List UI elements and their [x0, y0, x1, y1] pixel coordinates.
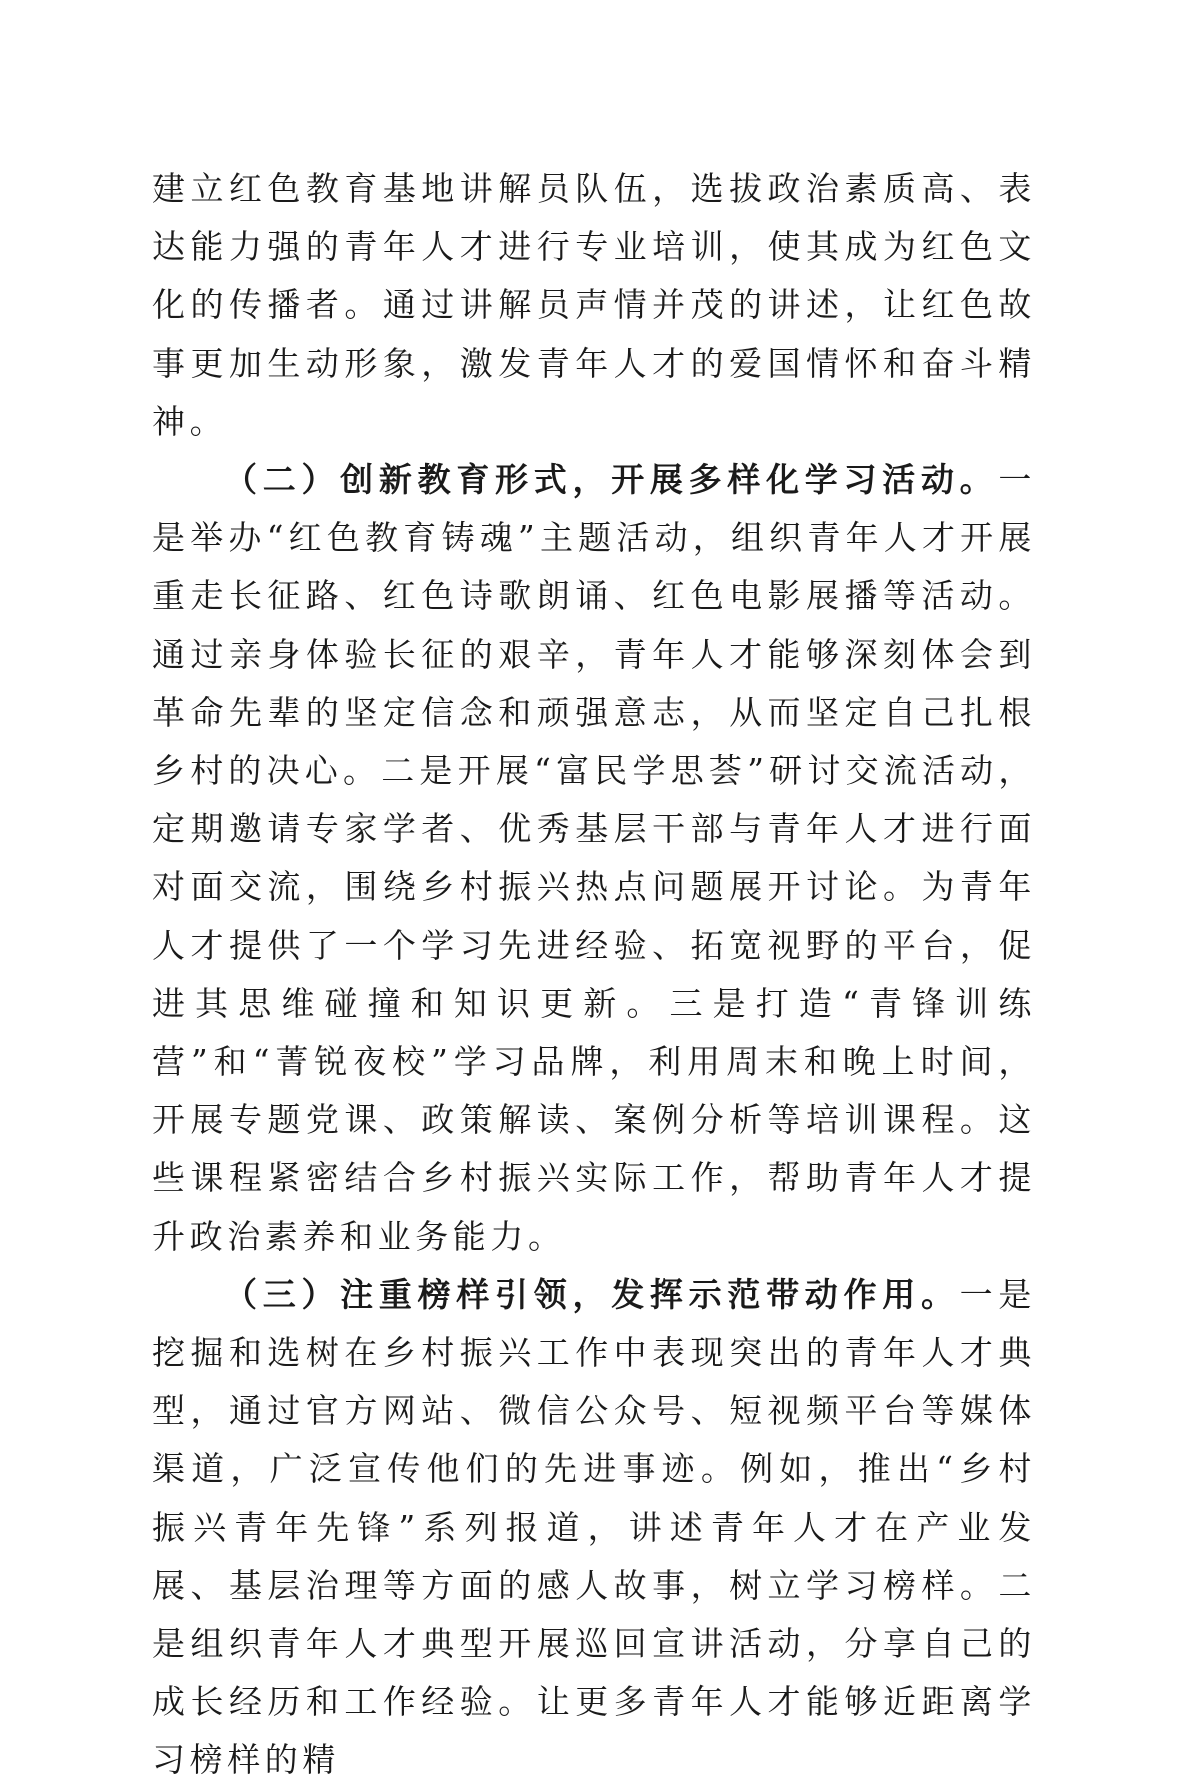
paragraph-section-3: [152, 1266, 1036, 1790]
document-page: [152, 160, 1036, 1790]
paragraph-body: 建立红色教育基地讲解员队伍，选拔政治素质高、表达能力强的青年人才进行专业培训，使其成为红色文化的传播者。通过讲解员声情并茂的讲述，让红色故事更加生动形象，激发青年人才的爱国情怀和奋斗精神。: [152, 169, 1036, 441]
paragraph-continued: [152, 160, 1036, 451]
paragraph-body: 一是挖掘和选树在乡村振兴工作中表现突出的青年人才典型，通过官方网站、微信公众号、短视频平台等媒体渠道，广泛宣传他们的先进事迹。例如，推出“乡村振兴青年先锋”系列报道，讲述青年人才在产业发展、基层治理等方面的感人故事，树立学习榜样。二是组织青年人才典型开展巡回宣讲活动，分享自己的成长经历和工作经验。让更多青年人才能够近距离学习榜样的精: [152, 1274, 1036, 1780]
section-heading: （三）注重榜样引领，发挥示范带动作用。: [224, 1274, 960, 1314]
section-heading: （二）创新教育形式，开展多样化学习活动。: [224, 460, 999, 500]
paragraph-section-2: [152, 451, 1036, 1266]
paragraph-body: 一是举办“红色教育铸魂”主题活动，组织青年人才开展重走长征路、红色诗歌朗诵、红色电影展播等活动。通过亲身体验长征的艰辛，青年人才能够深刻体会到革命先辈的坚定信念和顽强意志，从而坚定自己扎根乡村的决心。二是开展“富民学思荟”研讨交流活动，定期邀请专家学者、优秀基层干部与青年人才进行面对面交流，围绕乡村振兴热点问题展开讨论。为青年人才提供了一个学习先进经验、拓宽视野的平台，促进其思维碰撞和知识更新。三是打造“青锋训练营”和“菁锐夜校”学习品牌，利用周末和晚上时间，开展专题党课、政策解读、案例分析等培训课程。这些课程紧密结合乡村振兴实际工作，帮助青年人才提升政治素养和业务能力。: [152, 460, 1036, 1256]
